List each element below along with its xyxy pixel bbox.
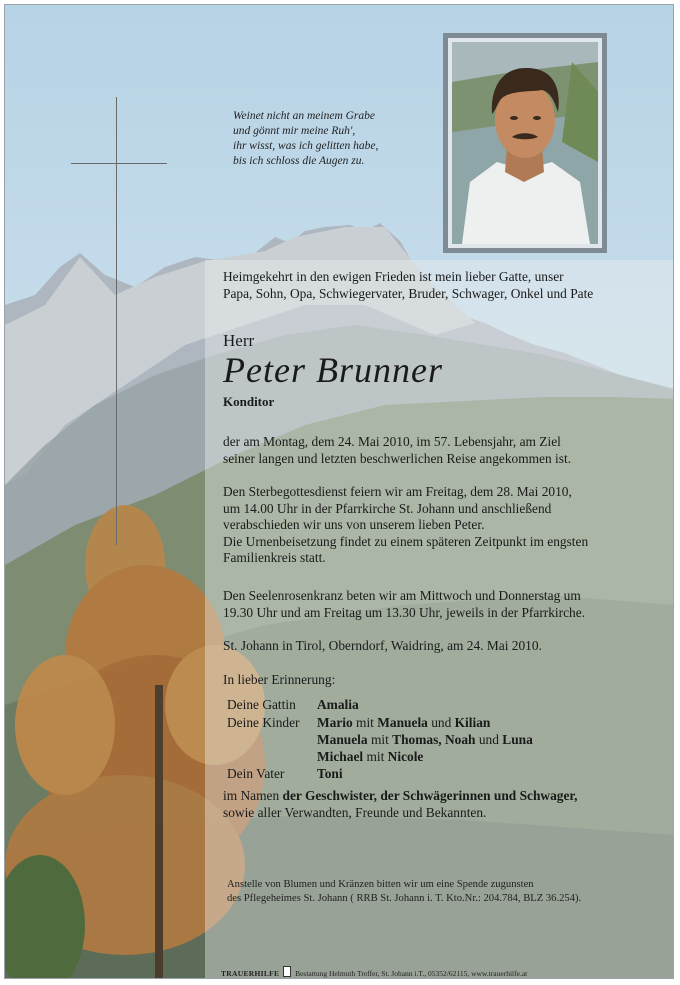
- deceased-name: Peter Brunner: [223, 350, 443, 390]
- donation-line: des Pflegeheimes St. Johann ( RRB St. Johann i. T. Kto.Nr.: 204.784, BLZ 36.254).: [227, 893, 582, 904]
- portrait-photo: [452, 42, 598, 244]
- obituary-card: [4, 4, 674, 979]
- wife-label: Deine Gattin: [227, 697, 296, 712]
- intro-line: Heimgekehrt in den ewigen Frieden ist mein lieber Gatte, unser: [223, 269, 564, 284]
- rosary-info: [223, 588, 585, 621]
- donation-note: [227, 878, 581, 906]
- rosary-line: Den Seelenrosenkranz beten wir am Mittwoch und Donnerstag um: [223, 588, 581, 603]
- poem-line: und gönnt mir meine Ruh',: [233, 125, 356, 137]
- wife-name: Amalia: [317, 697, 359, 712]
- poem-line: ihr wisst, was ich gelitten habe,: [233, 140, 379, 152]
- father-name: Toni: [317, 766, 343, 781]
- funeral-info: [223, 484, 588, 567]
- deceased-title: Herr: [223, 331, 255, 350]
- death-notice-line: seiner langen und letzten beschwerlichen Reise angekommen ist.: [223, 450, 572, 466]
- funeral-line: Den Sterbegottesdienst feiern wir am Freitag, dem 28. Mai 2010,: [223, 484, 572, 499]
- footer-info: Bestattung Helmuth Treffer, St. Johann i.T., 05352/62115, www.trauerhilfe.at: [295, 969, 528, 978]
- poem-line: Weinet nicht an meinem Grabe: [233, 110, 376, 122]
- poem: [233, 109, 378, 169]
- father-label: Dein Vater: [227, 766, 285, 781]
- footer-brand: TRAUERHILFE: [221, 969, 280, 978]
- funeral-line: Familienkreis statt.: [223, 550, 326, 565]
- intro-line: Papa, Sohn, Opa, Schwiegervater, Bruder, Schwager, Onkel und Pate: [223, 285, 594, 301]
- portrait-frame: [443, 33, 607, 253]
- footer: [221, 966, 527, 978]
- child-row: Michael mit Nicole: [317, 749, 424, 764]
- child-row: Manuela mit Thomas, Noah und Luna: [317, 732, 533, 747]
- candle-icon: [283, 966, 291, 977]
- deceased-profession: Konditor: [223, 394, 275, 409]
- death-notice-line: der am Montag, dem 24. Mai 2010, im 57. Lebensjahr, am Ziel: [223, 434, 561, 449]
- cross-vertical: [116, 97, 117, 545]
- donation-line: Anstelle von Blumen und Kränzen bitten wir um eine Spende zugunsten: [227, 879, 534, 890]
- funeral-line: verabschieden wir uns von unserem lieben Peter.: [223, 517, 485, 532]
- intro-text: [223, 269, 593, 302]
- rosary-line: 19.30 Uhr und am Freitag um 13.30 Uhr, jeweils in der Pfarrkirche.: [223, 604, 586, 620]
- child-row: Mario mit Manuela und Kilian: [317, 715, 491, 730]
- relatives-line: sowie aller Verwandten, Freunde und Bekannten.: [223, 805, 487, 820]
- siblings-line: im Namen der Geschwister, der Schwägerinnen und Schwager,: [223, 788, 578, 803]
- cross-horizontal: [71, 163, 167, 164]
- funeral-line: um 14.00 Uhr in der Pfarrkirche St. Johann und anschließend: [223, 500, 552, 516]
- memory-heading: In lieber Erinnerung:: [223, 672, 336, 687]
- children-label: Deine Kinder: [227, 715, 300, 730]
- funeral-line: Die Urnenbeisetzung findet zu einem späteren Zeitpunkt im engsten: [223, 533, 589, 549]
- poem-line: bis ich schloss die Augen zu.: [233, 155, 365, 167]
- death-notice: [223, 434, 571, 467]
- place-date: St. Johann in Tirol, Oberndorf, Waidring, am 24. Mai 2010.: [223, 638, 542, 653]
